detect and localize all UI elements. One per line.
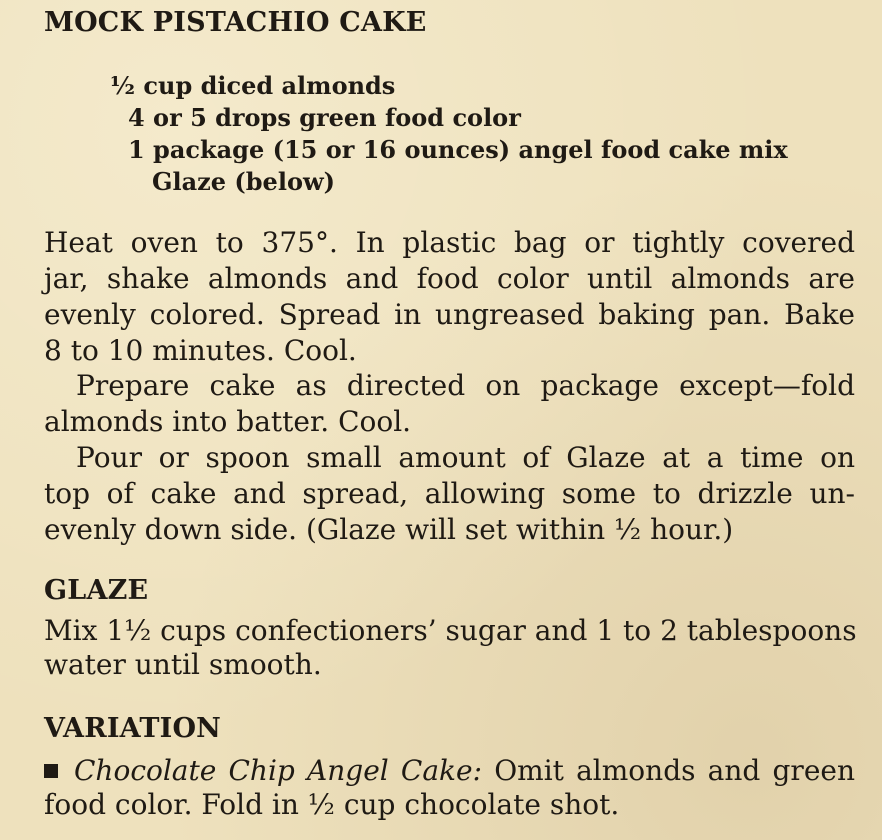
- direction-line: top of cake and spread, allowing some to drizzle un-: [44, 477, 855, 510]
- variation-line: [44, 754, 855, 788]
- glaze-line: water until smooth.: [44, 648, 322, 681]
- direction-line: jar, shake almonds and food color until almonds are: [44, 262, 855, 295]
- direction-line: Prepare cake as directed on package except—fold: [76, 369, 855, 402]
- ingredient-item: 1 package (15 or 16 ounces) angel food cake mix: [128, 135, 788, 164]
- glaze-heading: GLAZE: [44, 575, 149, 606]
- ingredient-item: ½ cup diced almonds: [110, 71, 396, 100]
- ingredient-item: 4 or 5 drops green food color: [128, 103, 521, 132]
- direction-line: evenly colored. Spread in ungreased baking pan. Bake: [44, 298, 855, 331]
- variation-text: Omit almonds and green: [494, 754, 855, 787]
- glaze-line: Mix 1½ cups confectioners’ sugar and 1 to 2 tablespoons: [44, 614, 857, 647]
- direction-line: almonds into batter. Cool.: [44, 405, 412, 438]
- ingredient-item: Glaze (below): [152, 167, 335, 196]
- direction-line: evenly down side. (Glaze will set within ½ hour.): [44, 513, 734, 546]
- direction-line: Pour or spoon small amount of Glaze at a time on: [76, 441, 855, 474]
- direction-line: 8 to 10 minutes. Cool.: [44, 334, 357, 367]
- square-bullet-icon: [44, 764, 58, 778]
- variation-heading: VARIATION: [44, 713, 222, 744]
- recipe-title: MOCK PISTACHIO CAKE: [44, 7, 427, 38]
- variation-line: food color. Fold in ½ cup chocolate shot.: [44, 788, 620, 821]
- variation-name: Chocolate Chip Angel Cake:: [74, 754, 483, 787]
- direction-line: Heat oven to 375°. In plastic bag or tightly covered: [44, 226, 855, 259]
